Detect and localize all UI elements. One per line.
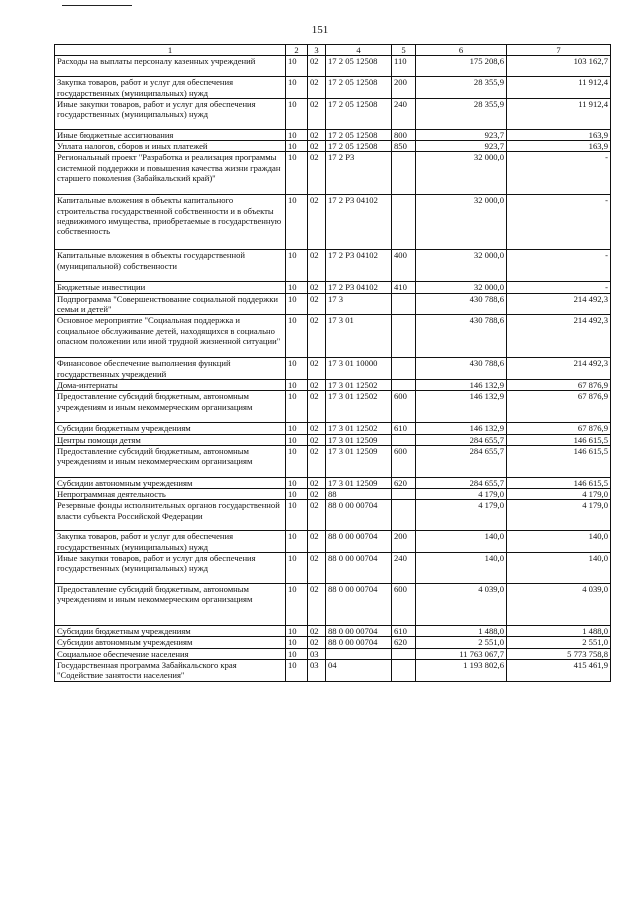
row-description: Непрограммная деятельность — [55, 489, 286, 500]
amount-column-7: 4 039,0 — [507, 584, 611, 626]
table-row — [55, 391, 611, 423]
subsection-code: 02 — [308, 358, 326, 380]
amount-column-6: 430 788,6 — [416, 293, 507, 315]
amount-column-7: 163,9 — [507, 129, 611, 140]
expense-type-code — [392, 152, 416, 195]
row-description: Субсидии бюджетным учреждениям — [55, 423, 286, 434]
amount-column-6: 1 193 802,6 — [416, 659, 507, 681]
table-row — [55, 77, 611, 99]
subsection-code: 02 — [308, 434, 326, 445]
column-header: 4 — [326, 45, 392, 56]
target-article-code: 17 2 05 12508 — [326, 56, 392, 77]
table-row — [55, 98, 611, 129]
column-header: 7 — [507, 45, 611, 56]
subsection-code: 02 — [308, 626, 326, 637]
expense-type-code: 850 — [392, 141, 416, 152]
subsection-code: 03 — [308, 659, 326, 681]
row-description: Финансовое обеспечение выполнения функций государственных учреждений — [55, 358, 286, 380]
amount-column-7: 4 179,0 — [507, 489, 611, 500]
amount-column-6: 146 132,9 — [416, 391, 507, 423]
section-code: 10 — [286, 391, 308, 423]
top-rule — [62, 5, 132, 6]
table-row — [55, 489, 611, 500]
subsection-code: 02 — [308, 477, 326, 488]
target-article-code: 17 2 05 12508 — [326, 77, 392, 99]
target-article-code: 04 — [326, 659, 392, 681]
subsection-code: 02 — [308, 531, 326, 553]
row-description: Бюджетные инвестиции — [55, 282, 286, 293]
subsection-code: 02 — [308, 195, 326, 250]
amount-column-6: 430 788,6 — [416, 358, 507, 380]
section-code: 10 — [286, 358, 308, 380]
section-code: 10 — [286, 282, 308, 293]
subsection-code: 02 — [308, 637, 326, 648]
expense-type-code: 620 — [392, 637, 416, 648]
amount-column-7: - — [507, 152, 611, 195]
amount-column-6: 32 000,0 — [416, 195, 507, 250]
expense-type-code: 620 — [392, 477, 416, 488]
target-article-code: 17 3 01 12509 — [326, 445, 392, 477]
expense-type-code: 200 — [392, 531, 416, 553]
column-header: 6 — [416, 45, 507, 56]
budget-table — [54, 44, 611, 682]
amount-column-7: - — [507, 250, 611, 282]
amount-column-6: 28 355,9 — [416, 98, 507, 129]
row-description: Субсидии бюджетным учреждениям — [55, 626, 286, 637]
subsection-code: 02 — [308, 293, 326, 315]
expense-type-code: 610 — [392, 626, 416, 637]
row-description: Субсидии автономным учреждениям — [55, 637, 286, 648]
section-code: 10 — [286, 129, 308, 140]
table-row — [55, 379, 611, 390]
target-article-code — [326, 648, 392, 659]
amount-column-7: 214 492,3 — [507, 315, 611, 358]
amount-column-6: 2 551,0 — [416, 637, 507, 648]
section-code: 10 — [286, 500, 308, 531]
amount-column-6: 11 763 067,7 — [416, 648, 507, 659]
amount-column-6: 4 179,0 — [416, 489, 507, 500]
amount-column-7: - — [507, 282, 611, 293]
row-description: Иные бюджетные ассигнования — [55, 129, 286, 140]
amount-column-7: 415 461,9 — [507, 659, 611, 681]
row-description: Резервные фонды исполнительных органов государственной власти субъекта Российской Федерации — [55, 500, 286, 531]
expense-type-code — [392, 358, 416, 380]
section-code: 10 — [286, 434, 308, 445]
expense-type-code: 200 — [392, 77, 416, 99]
table-row — [55, 250, 611, 282]
target-article-code: 17 3 01 — [326, 315, 392, 358]
row-description: Основное мероприятие "Социальная поддержка и социальное обслуживание детей, находящихся в социально опасном положении или иной трудной жизненной ситуации" — [55, 315, 286, 358]
column-header: 1 — [55, 45, 286, 56]
table-row — [55, 584, 611, 626]
target-article-code: 88 0 00 00704 — [326, 637, 392, 648]
subsection-code: 02 — [308, 282, 326, 293]
expense-type-code — [392, 500, 416, 531]
expense-type-code: 410 — [392, 282, 416, 293]
table-row — [55, 423, 611, 434]
target-article-code: 88 0 00 00704 — [326, 500, 392, 531]
target-article-code: 17 3 — [326, 293, 392, 315]
table-row — [55, 195, 611, 250]
target-article-code: 17 2 P3 — [326, 152, 392, 195]
section-code: 10 — [286, 98, 308, 129]
section-code: 10 — [286, 56, 308, 77]
amount-column-7: 163,9 — [507, 141, 611, 152]
amount-column-6: 32 000,0 — [416, 282, 507, 293]
table-row — [55, 659, 611, 681]
table-row — [55, 141, 611, 152]
amount-column-7: 5 773 758,8 — [507, 648, 611, 659]
row-description: Предоставление субсидий бюджетным, автономным учреждениям и иным некоммерческим организациям — [55, 445, 286, 477]
table-row — [55, 500, 611, 531]
table-row — [55, 358, 611, 380]
amount-column-6: 175 208,6 — [416, 56, 507, 77]
subsection-code: 02 — [308, 98, 326, 129]
amount-column-6: 140,0 — [416, 553, 507, 584]
amount-column-7: - — [507, 195, 611, 250]
column-header: 2 — [286, 45, 308, 56]
row-description: Закупка товаров, работ и услуг для обеспечения государственных (муниципальных) нужд — [55, 531, 286, 553]
expense-type-code — [392, 648, 416, 659]
column-header: 5 — [392, 45, 416, 56]
amount-column-6: 4 179,0 — [416, 500, 507, 531]
subsection-code: 02 — [308, 129, 326, 140]
target-article-code: 88 0 00 00704 — [326, 553, 392, 584]
amount-column-6: 923,7 — [416, 141, 507, 152]
subsection-code: 02 — [308, 553, 326, 584]
subsection-code: 02 — [308, 379, 326, 390]
amount-column-6: 284 655,7 — [416, 434, 507, 445]
target-article-code: 17 2 05 12508 — [326, 141, 392, 152]
amount-column-6: 140,0 — [416, 531, 507, 553]
expense-type-code: 400 — [392, 250, 416, 282]
table-row — [55, 445, 611, 477]
section-code: 10 — [286, 315, 308, 358]
table-row — [55, 56, 611, 77]
expense-type-code: 610 — [392, 423, 416, 434]
expense-type-code: 600 — [392, 445, 416, 477]
amount-column-6: 146 132,9 — [416, 379, 507, 390]
table-row — [55, 129, 611, 140]
target-article-code: 17 2 P3 04102 — [326, 195, 392, 250]
section-code: 10 — [286, 489, 308, 500]
subsection-code: 02 — [308, 250, 326, 282]
table-row — [55, 152, 611, 195]
row-description: Субсидии автономным учреждениям — [55, 477, 286, 488]
amount-column-7: 146 615,5 — [507, 477, 611, 488]
target-article-code: 17 3 01 12502 — [326, 391, 392, 423]
subsection-code: 02 — [308, 423, 326, 434]
expense-type-code: 240 — [392, 98, 416, 129]
subsection-code: 02 — [308, 500, 326, 531]
table-row — [55, 434, 611, 445]
amount-column-7: 214 492,3 — [507, 358, 611, 380]
amount-column-7: 4 179,0 — [507, 500, 611, 531]
target-article-code: 88 — [326, 489, 392, 500]
amount-column-6: 923,7 — [416, 129, 507, 140]
amount-column-7: 146 615,5 — [507, 445, 611, 477]
amount-column-7: 146 615,5 — [507, 434, 611, 445]
row-description: Предоставление субсидий бюджетным, автономным учреждениям и иным некоммерческим организациям — [55, 391, 286, 423]
target-article-code: 17 3 01 12502 — [326, 423, 392, 434]
section-code: 10 — [286, 637, 308, 648]
subsection-code: 03 — [308, 648, 326, 659]
table-row — [55, 293, 611, 315]
section-code: 10 — [286, 584, 308, 626]
subsection-code: 02 — [308, 56, 326, 77]
table-row — [55, 553, 611, 584]
section-code: 10 — [286, 152, 308, 195]
expense-type-code — [392, 315, 416, 358]
row-description: Иные закупки товаров, работ и услуг для обеспечения государственных (муниципальных) нужд — [55, 553, 286, 584]
section-code: 10 — [286, 77, 308, 99]
section-code: 10 — [286, 423, 308, 434]
row-description: Центры помощи детям — [55, 434, 286, 445]
target-article-code: 17 3 01 10000 — [326, 358, 392, 380]
target-article-code: 17 2 P3 04102 — [326, 250, 392, 282]
table-row — [55, 648, 611, 659]
subsection-code: 02 — [308, 141, 326, 152]
section-code: 10 — [286, 553, 308, 584]
subsection-code: 02 — [308, 584, 326, 626]
row-description: Капитальные вложения в объекты государственной (муниципальной) собственности — [55, 250, 286, 282]
subsection-code: 02 — [308, 445, 326, 477]
subsection-code: 02 — [308, 77, 326, 99]
column-header: 3 — [308, 45, 326, 56]
subsection-code: 02 — [308, 489, 326, 500]
amount-column-6: 284 655,7 — [416, 477, 507, 488]
row-description: Дома-интернаты — [55, 379, 286, 390]
amount-column-6: 32 000,0 — [416, 250, 507, 282]
target-article-code: 88 0 00 00704 — [326, 626, 392, 637]
table-row — [55, 282, 611, 293]
expense-type-code — [392, 489, 416, 500]
expense-type-code: 110 — [392, 56, 416, 77]
amount-column-6: 32 000,0 — [416, 152, 507, 195]
row-description: Закупка товаров, работ и услуг для обеспечения государственных (муниципальных) нужд — [55, 77, 286, 99]
section-code: 10 — [286, 659, 308, 681]
amount-column-7: 140,0 — [507, 553, 611, 584]
amount-column-7: 67 876,9 — [507, 423, 611, 434]
expense-type-code: 800 — [392, 129, 416, 140]
row-description: Социальное обеспечение населения — [55, 648, 286, 659]
page-number: 151 — [311, 24, 329, 36]
expense-type-code — [392, 195, 416, 250]
subsection-code: 02 — [308, 152, 326, 195]
target-article-code: 17 2 P3 04102 — [326, 282, 392, 293]
section-code: 10 — [286, 379, 308, 390]
amount-column-7: 103 162,7 — [507, 56, 611, 77]
table-row — [55, 477, 611, 488]
column-number-row — [55, 45, 611, 56]
amount-column-6: 430 788,6 — [416, 315, 507, 358]
expense-type-code: 240 — [392, 553, 416, 584]
amount-column-7: 2 551,0 — [507, 637, 611, 648]
amount-column-7: 11 912,4 — [507, 98, 611, 129]
target-article-code: 17 3 01 12509 — [326, 477, 392, 488]
subsection-code: 02 — [308, 315, 326, 358]
target-article-code: 17 3 01 12502 — [326, 379, 392, 390]
amount-column-6: 284 655,7 — [416, 445, 507, 477]
row-description: Иные закупки товаров, работ и услуг для обеспечения государственных (муниципальных) нужд — [55, 98, 286, 129]
amount-column-6: 4 039,0 — [416, 584, 507, 626]
target-article-code: 17 2 05 12508 — [326, 98, 392, 129]
table-row — [55, 531, 611, 553]
expense-type-code: 600 — [392, 391, 416, 423]
expense-type-code: 600 — [392, 584, 416, 626]
section-code: 10 — [286, 141, 308, 152]
amount-column-7: 140,0 — [507, 531, 611, 553]
row-description: Региональный проект "Разработка и реализация программы системной поддержки и повышения качества жизни граждан старшего поколения (Забайкальский край)" — [55, 152, 286, 195]
expense-type-code — [392, 293, 416, 315]
amount-column-7: 67 876,9 — [507, 391, 611, 423]
expense-type-code — [392, 434, 416, 445]
section-code: 10 — [286, 648, 308, 659]
target-article-code: 88 0 00 00704 — [326, 531, 392, 553]
section-code: 10 — [286, 477, 308, 488]
section-code: 10 — [286, 250, 308, 282]
row-description: Предоставление субсидий бюджетным, автономным учреждениям и иным некоммерческим организациям — [55, 584, 286, 626]
target-article-code: 17 3 01 12509 — [326, 434, 392, 445]
amount-column-7: 11 912,4 — [507, 77, 611, 99]
row-description: Уплата налогов, сборов и иных платежей — [55, 141, 286, 152]
table-row — [55, 637, 611, 648]
table-row — [55, 626, 611, 637]
row-description: Расходы на выплаты персоналу казенных учреждений — [55, 56, 286, 77]
subsection-code: 02 — [308, 391, 326, 423]
section-code: 10 — [286, 195, 308, 250]
target-article-code: 88 0 00 00704 — [326, 584, 392, 626]
amount-column-7: 67 876,9 — [507, 379, 611, 390]
row-description: Подпрограмма "Совершенствование социальной поддержки семьи и детей" — [55, 293, 286, 315]
expense-type-code — [392, 379, 416, 390]
row-description: Государственная программа Забайкальского края "Содействие занятости населения" — [55, 659, 286, 681]
section-code: 10 — [286, 293, 308, 315]
amount-column-6: 28 355,9 — [416, 77, 507, 99]
section-code: 10 — [286, 445, 308, 477]
table-row — [55, 315, 611, 358]
section-code: 10 — [286, 626, 308, 637]
amount-column-7: 214 492,3 — [507, 293, 611, 315]
row-description: Капитальные вложения в объекты капитального строительства государственной собственности и в объекты недвижимого имущества, приобретаемые в государственную собственность — [55, 195, 286, 250]
target-article-code: 17 2 05 12508 — [326, 129, 392, 140]
expense-type-code — [392, 659, 416, 681]
amount-column-6: 1 488,0 — [416, 626, 507, 637]
amount-column-7: 1 488,0 — [507, 626, 611, 637]
section-code: 10 — [286, 531, 308, 553]
amount-column-6: 146 132,9 — [416, 423, 507, 434]
